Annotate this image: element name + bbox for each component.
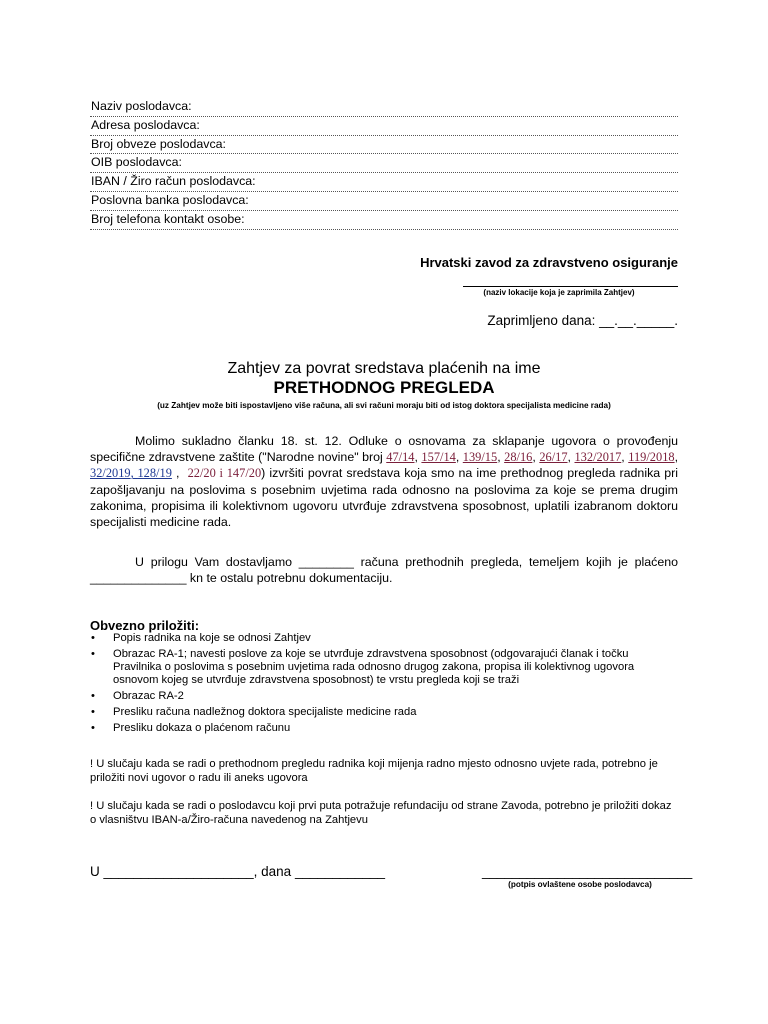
institution-location-note: (naziv lokacije koja je zaprimila Zahtjev) [483,288,635,297]
gazette-ref-link[interactable]: 128/19 [137,466,172,481]
bullet-icon: • [91,690,95,703]
gazette-ref-link[interactable]: 119/2018 [628,450,675,465]
attachments-heading: Obvezno priložiti: [90,618,200,633]
request-paragraph-end: ) izvršiti povrat sredstava koja smo na ime prethodnog pregleda radnika pri zapošljavanju na poslovima s posebnim uvjetima rada odnosno na poslovima za koje se prema drugim zakonima, propisima ili kolektivnom ugovoru utvrđuje zdravstvena sposobnost, uplatili izabranom doktoru specijalisti medicine rada. [90,466,679,530]
employer-iban-field[interactable]: IBAN / Žiro račun poslodavca: [90,173,678,192]
job-change-note: ! U slučaju kada se radi o prethodnom pregledu radnika koji mijenja radno mjesto odnosno uvjete rada, potrebno je priložiti novi ugovor o radu ili aneks ugovora [90,758,658,785]
bullet-icon: • [91,632,95,644]
gazette-ref-link[interactable]: 26/17 [539,450,568,465]
document-title-emphasis: PRETHODNOG PREGLEDA [273,378,495,397]
bullet-icon: • [91,706,95,719]
request-paragraph-start: Molimo sukladno članku 18. st. 12. Odluke o osnovama za sklapanje ugovora o provođenju specifične zdravstvene zaštite ("Narodne novine" broj [90,434,678,465]
institution-name: Hrvatski zavod za zdravstveno osiguranje [420,255,678,270]
bullet-icon: • [91,722,95,735]
employer-name-field[interactable]: Naziv poslodavca: [90,98,678,117]
signature-line[interactable]: ____________________________ [482,864,693,879]
institution-location-line[interactable] [463,286,678,287]
list-item: • Obrazac RA-2 [91,690,184,703]
contact-phone-field[interactable]: Broj telefona kontakt osobe: [90,211,678,230]
list-item: • Presliku računa nadležnog doktora specijaliste medicine rada [91,706,417,719]
employer-bank-field[interactable]: Poslovna banka poslodavca: [90,192,678,211]
bullet-icon: • [91,648,95,660]
gazette-ref-link[interactable]: 139/15 [462,450,498,465]
received-date-label[interactable]: Zaprimljeno dana: __.__._____. [487,313,678,328]
gazette-ref-link[interactable]: 32/2019 [90,466,131,481]
document-title: Zahtjev za povrat sredstava plaćenih na ime [227,360,541,377]
gazette-ref-link[interactable]: 132/2017 [574,450,622,465]
request-paragraph: Molimo sukladno članku 18. st. 12. Odluke o osnovama za sklapanje ugovora o provođenju specifične zdravstvene zaštite ("Narodne novine" broj 47/14, 157/14, 139/15, 28/16, 26/17, 132/2017, 119/2018, 32/2019, 128/19 , 22/20 i 147/20) izvršiti povrat sredstava koja smo na ime prethodnog pregleda radnika pri zapošljavanju na poslovima s posebnim uvjetima rada odnosno na poslovima za koje se prema drugim zakonima, propisima ili kolektivnom ugovoru utvrđuje zdravstvena sposobnost, uplatili izabranom doktoru specijalisti medicine rada. [90,434,679,530]
employer-obligation-number-field[interactable]: Broj obveze poslodavca: [90,136,678,155]
attachments-list [90,632,678,738]
employer-fields [90,98,678,230]
gazette-ref-text: 22/20 i 147/20 [187,466,262,481]
signature-note: (potpis ovlaštene osobe poslodavca) [508,880,652,889]
gazette-ref-link[interactable]: 28/16 [504,450,533,465]
employer-oib-field[interactable]: OIB poslodavca: [90,154,678,173]
document-subtitle: (uz Zahtjev može biti ispostavljeno više računa, ali svi računi moraju biti od istog doktora specijalista medicine rada) [157,401,611,410]
gazette-ref-link[interactable]: 157/14 [421,450,456,465]
list-item: • Presliku dokaza o plaćenom računu [91,722,291,735]
employer-address-field[interactable]: Adresa poslodavca: [90,117,678,136]
first-refund-note: ! U slučaju kada se radi o poslodavcu koji prvi puta potražuje refundaciju od strane Zavoda, potrebno je priložiti dokaz o vlasništvu IBAN-a/Žiro-računa navedenog na Zahtjevu [90,800,672,827]
invoice-count-paragraph: U prilogu Vam dostavljamo ________ računa prethodnih pregleda, temeljem kojih je plaćeno ______________ kn te ostalu potrebnu dokumentaciju. [90,555,678,586]
list-item: • Obrazac RA-1; navesti poslove za koje se utvrđuje zdravstvena sposobnost (odgovarajući članak i točku Pravilnika o poslovima s posebnim uvjetima rada odnosno drugog zakona, propisa ili kolektivnog ugovora osnovom kojeg se utvrđuje zdravstvena sposobnost) te vrstu pregleda koji se traži [91,648,635,687]
list-item: • Popis radnika na koje se odnosi Zahtjev [91,632,311,644]
place-date-field[interactable]: U ____________________, dana ____________ [90,864,386,879]
gazette-ref-link[interactable]: 47/14 [386,450,415,465]
